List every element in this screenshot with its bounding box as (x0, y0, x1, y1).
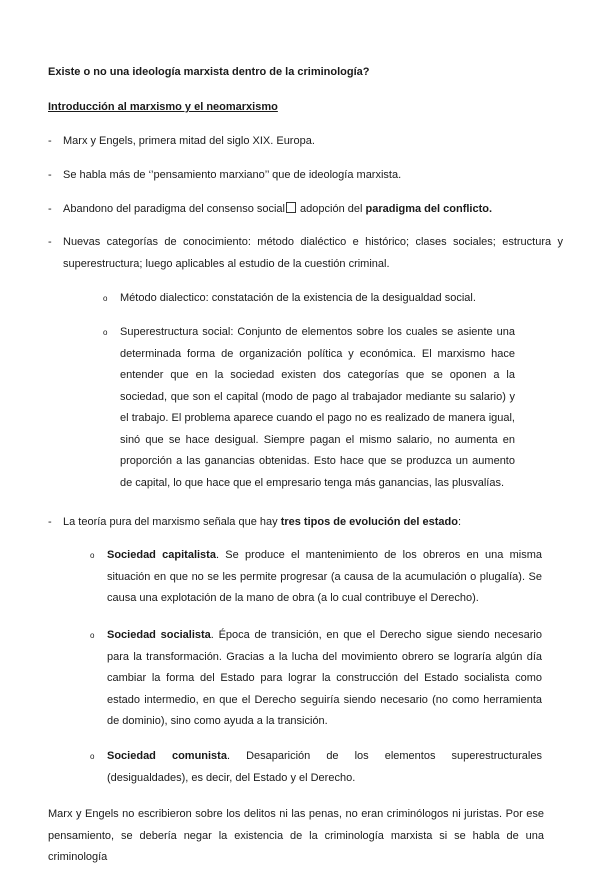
sub-bullet-marker: o (90, 631, 95, 640)
sub-bullet-marker: o (90, 551, 95, 560)
sub-list-item-text: Sociedad comunista. Desaparición de los elementos superestructurales (desigualdades), es decir, del Estado y el Derecho. (107, 750, 542, 784)
emphasis: Sociedad comunista (107, 750, 227, 762)
sub-bullet-marker: o (103, 294, 108, 303)
sub-list-item-text: Sociedad socialista. Época de transición, en que el Derecho sigue siendo necesario para la transformación. Gracias a la lucha del movimiento obrero se lograría algún día cambiar la forma del Estado para lograr la construcción del Estado socialista como estado intermedio, en que el Derecho seguiría siendo necesario (no como herramienta de dominio), sino como ayuda a la transición. (107, 629, 542, 727)
list-item-text: La teoría pura del marxismo señala que hay tres tipos de evolución del estado: (63, 516, 462, 528)
emphasis: paradigma del conflicto. (365, 203, 493, 215)
bullet-marker: - (48, 135, 52, 147)
sub-bullet-marker: o (103, 328, 108, 337)
emphasis: Sociedad capitalista (107, 549, 216, 561)
emphasis: tres tipos de evolución del estado (280, 516, 458, 528)
sub-list-item-text: Método dialectico: constatación de la existencia de la desigualdad social. (120, 292, 476, 304)
list-item-text: Se habla más de ‘’pensamiento marxiano’’ que de ideología marxista. (63, 169, 402, 181)
sub-list-item-text: Superestructura social: Conjunto de elementos sobre los cuales se asiente una determinada forma de organización política y económica. El marxismo hace entender que en la sociedad existen dos categorías que se oponen a la sociedad, que son el capital (modo de pago al trabajador mediante su salario) y el trabajo. El problema aparece cuando el pago no es realizado de manera igual, sinó que se hace desigual. Siempre pagan el mismo salario, no aumenta en proporción a las ganancias obtenidas. Esto hace que se produzca un aumento de capital, lo que hace que el empresario tenga más ganancias, las plusvalías. (120, 326, 515, 489)
list-item-text: Abandono del paradigma del consenso social adopción del paradigma del conflicto. (63, 203, 493, 215)
bullet-marker: - (48, 516, 52, 528)
bullet-marker: - (48, 203, 52, 215)
list-item-text: Marx y Engels, primera mitad del siglo XIX. Europa. (63, 135, 315, 147)
closing-paragraph: Marx y Engels no escribieron sobre los delitos ni las penas, no eran criminólogos ni juristas. Por ese pensamiento, se debería negar la existencia de la criminología marxista si se habla de una criminología (48, 808, 544, 863)
bullet-marker: - (48, 169, 52, 181)
bullet-marker: - (48, 236, 52, 248)
document-title: Existe o no una ideología marxista dentro de la criminología? (48, 66, 370, 78)
sub-list-item-text: Sociedad capitalista. Se produce el mantenimiento de los obreros en una misma situación en que no se les permite progresar (a causa de la acumulación o plugalía). Se causa una explotación de la mano de obra (a lo cual contribuye el Derecho). (107, 549, 543, 604)
sub-bullet-marker: o (90, 752, 95, 761)
missing-glyph-icon (286, 202, 296, 213)
emphasis: Sociedad socialista (107, 629, 211, 641)
list-item-text: Nuevas categorías de conocimiento: método dialéctico e histórico; clases sociales; estructura y superestructura; luego aplicables al estudio de la cuestión criminal. (63, 236, 563, 270)
section-heading: Introducción al marxismo y el neomarxismo (48, 101, 278, 113)
